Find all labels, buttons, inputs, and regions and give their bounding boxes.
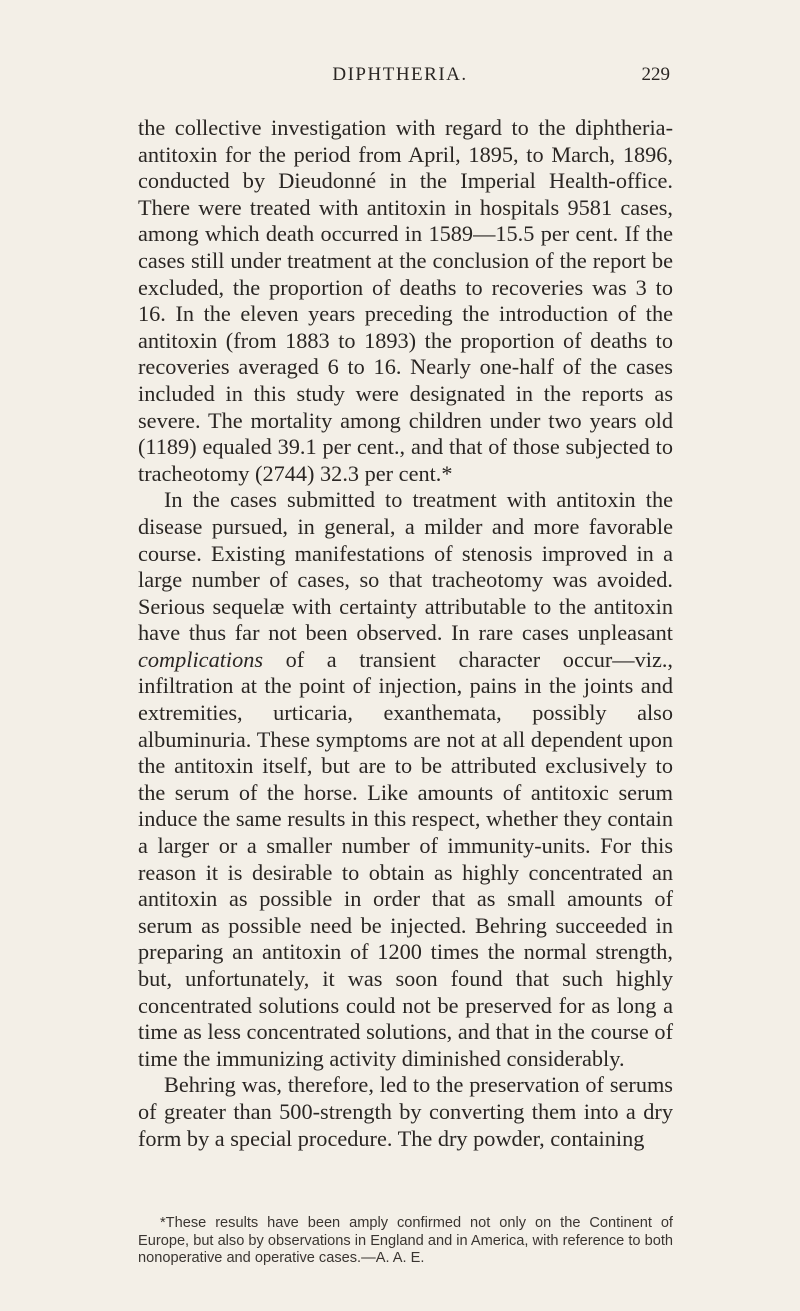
footnote-text: *These results have been amply confirmed not only on the Continent of Europe, but also by observations in England and in America, with reference to both nonoperative and operative cases.—A. A. E.	[138, 1215, 673, 1266]
paragraph-2-rest: of a transient character occur—viz., infiltration at the point of injection, pains in the joints and extremities, urticaria, exanthemata, possibly also albuminuria. These symptoms are not at all dependent upon the antitoxin itself, but are to be attributed exclusively to the serum of the horse. Like amounts of antitoxic serum induce the same results in this respect, whether they contain a larger or a smaller number of immunity-units. For this reason it is desirable to obtain as highly concentrated an antitoxin as possible in order that as small amounts of serum as possible need be injected. Behring succeeded in preparing an antitoxin of 1200 times the normal strength, but, unfortunately, it was soon found that such highly concentrated solutions could not be preserved for as long a time as less concentrated solutions, and that in the course of time the immunizing activity diminished considerably.	[138, 646, 673, 1071]
body-text	[138, 115, 673, 1152]
footnote	[138, 1215, 673, 1268]
paragraph-3: Behring was, therefore, led to the preservation of serums of greater than 500-strength by converting them into a dry form by a special procedure. The dry powder, containing	[138, 1072, 673, 1151]
italic-term: complications	[138, 646, 264, 672]
running-head	[0, 64, 800, 88]
paragraph-2	[138, 487, 673, 1072]
paragraph-2-start: In the cases submitted to treatment with antitoxin the disease pursued, in general, a milder and more favorable course. Existing manifestations of stenosis improved in a large number of cases, so that tracheotomy was avoided. Serious sequelæ with certainty attributable to the antitoxin have thus far not been observed. In rare cases unpleasant	[138, 487, 673, 646]
paragraph-1: the collective investigation with regard to the diphtheria-antitoxin for the period from April, 1895, to March, 1896, conducted by Dieudonné in the Imperial Health-office. There were treated with antitoxin in hospitals 9581 cases, among which death occurred in 1589—15.5 per cent. If the cases still under treatment at the conclusion of the report be excluded, the proportion of deaths to recoveries was 3 to 16. In the eleven years preceding the introduction of the antitoxin (from 1883 to 1893) the proportion of deaths to recoveries averaged 6 to 16. Nearly one-half of the cases included in this study were designated in the reports as severe. The mortality among children under two years old (1189) equaled 39.1 per cent., and that of those subjected to tracheotomy (2744) 32.3 per cent.*	[138, 115, 673, 486]
page-title: DIPHTHERIA.	[332, 64, 468, 85]
page-number: 229	[641, 64, 670, 85]
